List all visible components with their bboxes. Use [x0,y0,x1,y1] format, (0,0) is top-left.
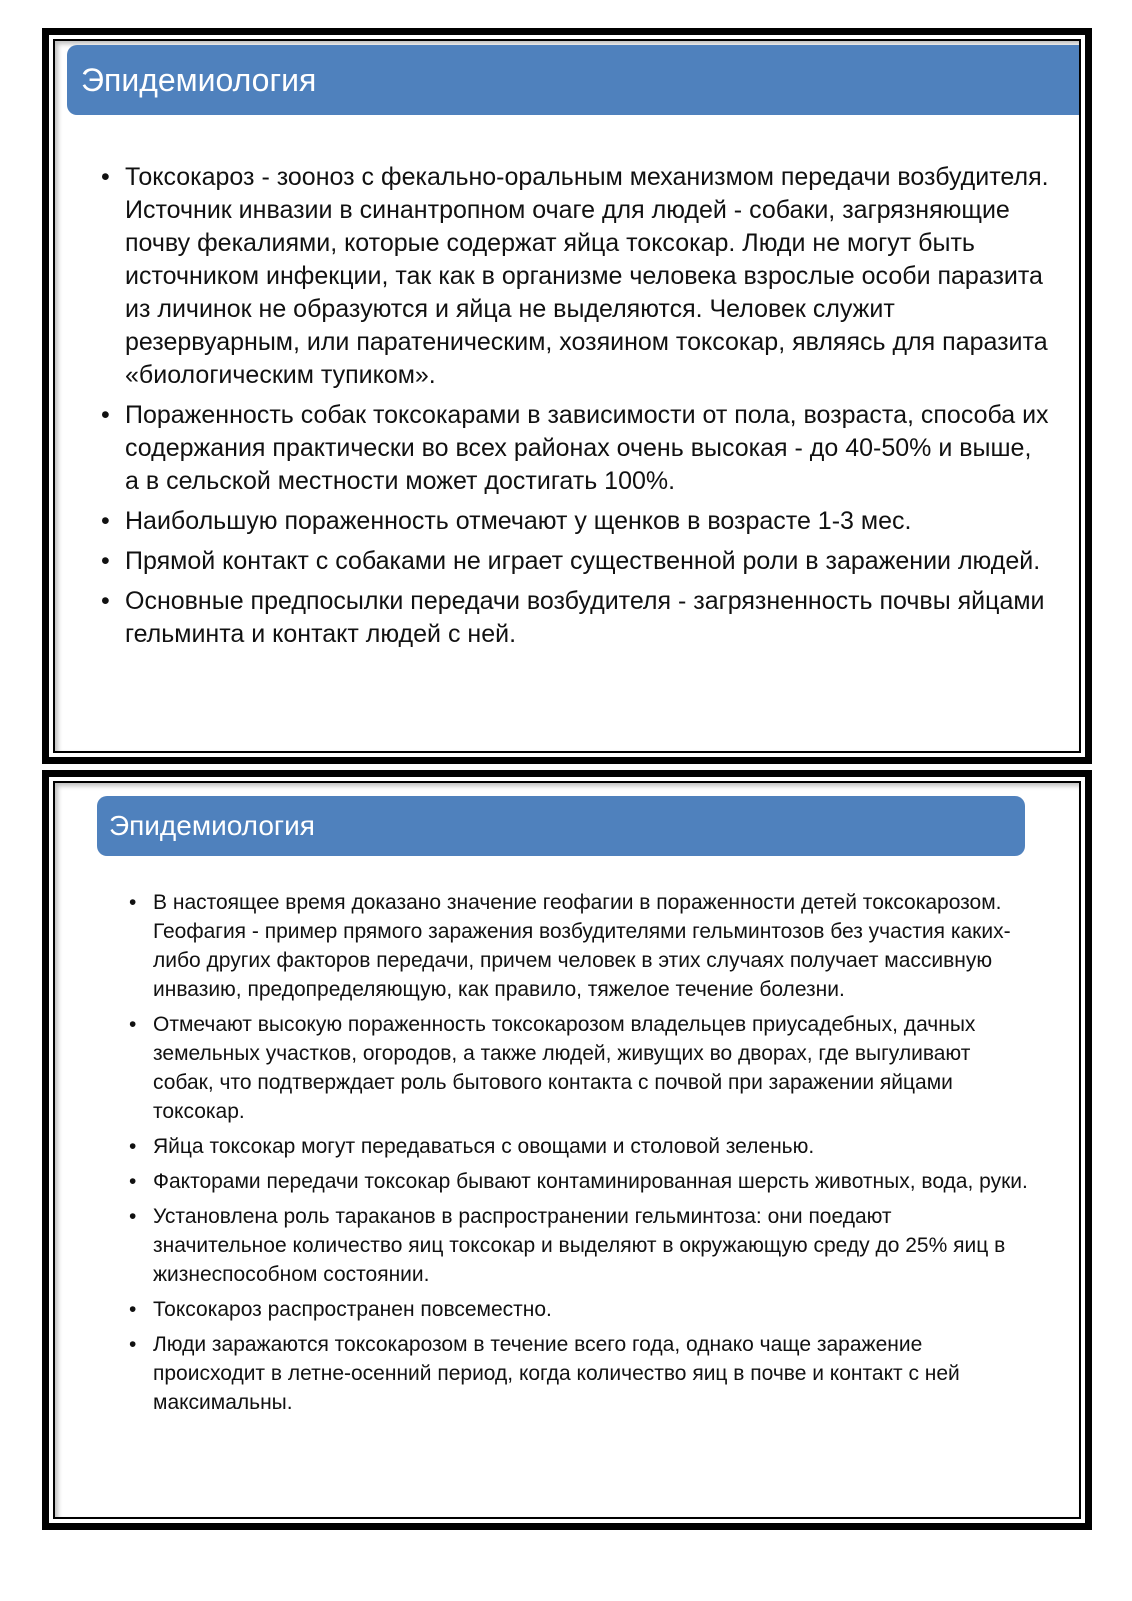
bullet-dot-icon: • [129,1013,137,1036]
bullet-text: Отмечают высокую пораженность токсокарозом владельцев приусадебных, дачных земельных участков, огородов, а также людей, живущих во дворах, где выгуливают собак, что подтверждает роль бытового контакта с почвой при заражении яйцами токсокар. [153,1013,976,1123]
bullet-text: Прямой контакт с собаками не играет существенной роли в заражении людей. [125,547,1041,575]
slide-2-title: Эпидемиология [97,796,1025,856]
bullet-dot-icon: • [129,1333,137,1356]
list-item [101,585,1051,651]
slide-2-bullet-list [129,888,1029,1423]
bullet-text: Пораженность собак токсокарами в зависимости от пола, возраста, способа их содержания практически во всех районах очень высокая - до 40-50% и выше, а в сельской местности может достигать 100%. [125,401,1049,495]
list-item [101,399,1051,498]
list-item [129,1132,1029,1161]
list-item [129,1167,1029,1196]
bullet-dot-icon: • [129,1298,137,1321]
slide-2-inner-frame [53,781,1081,1519]
slide-2 [42,770,1092,1530]
bullet-text: Яйца токсокар могут передаваться с овощами и столовой зеленью. [153,1135,815,1158]
list-item [129,888,1029,1004]
list-item [101,545,1051,578]
bullet-dot-icon: • [129,1135,137,1158]
list-item [129,1202,1029,1289]
bullet-dot-icon: • [129,1205,137,1228]
bullet-text: В настоящее время доказано значение геофагии в пораженности детей токсокарозом. Геофагия - пример прямого заражения возбудителями гельминтозов без участия каких-либо других факторов передачи, причем человек в этих случаях получает массивную инвазию, предопределяющую, как правило, тяжелое течение болезни. [153,891,1011,1001]
list-item [129,1330,1029,1417]
list-item [101,161,1051,392]
list-item [129,1295,1029,1324]
bullet-dot-icon: • [129,891,137,914]
slide-1-inner-frame [53,39,1081,753]
bullet-dot-icon: • [101,587,110,615]
bullet-text: Наибольшую пораженность отмечают у щенков в возрасте 1-3 мес. [125,507,912,535]
slide-1-title: Эпидемиология [67,45,1079,115]
bullet-dot-icon: • [101,401,110,429]
bullet-text: Токсокароз распространен повсеместно. [153,1298,552,1321]
bullet-dot-icon: • [101,163,110,191]
slide-1 [42,28,1092,764]
bullet-text: Токсокароз - зооноз с фекально-оральным механизмом передачи возбудителя. Источник инвазии в синантропном очаге для людей - собаки, загрязняющие почву фекалиями, которые содержат яйца токсокар. Люди не могут быть источником инфекции, так как в организме человека взрослые особи паразита из личинок не образуются и яйца не выделяются. Человек служит резервуарным, или паратеническим, хозяином токсокар, являясь для паразита «биологическим тупиком». [125,163,1049,389]
bullet-text: Основные предпосылки передачи возбудителя - загрязненность почвы яйцами гельминта и контакт людей с ней. [125,587,1045,648]
bullet-dot-icon: • [101,507,110,535]
list-item [129,1010,1029,1126]
bullet-text: Факторами передачи токсокар бывают контаминированная шерсть животных, вода, руки. [153,1170,1028,1193]
bullet-text: Люди заражаются токсокарозом в течение всего года, однако чаще заражение происходит в летне-осенний период, когда количество яиц в почве и контакт с ней максимальны. [153,1333,960,1414]
bullet-text: Установлена роль тараканов в распространении гельминтоза: они поедают значительное количество яиц токсокар и выделяют в окружающую среду до 25% яиц в жизнеспособном состоянии. [153,1205,1006,1286]
bullet-dot-icon: • [129,1170,137,1193]
bullet-dot-icon: • [101,547,110,575]
list-item [101,505,1051,538]
slide-1-bullet-list [101,161,1051,658]
